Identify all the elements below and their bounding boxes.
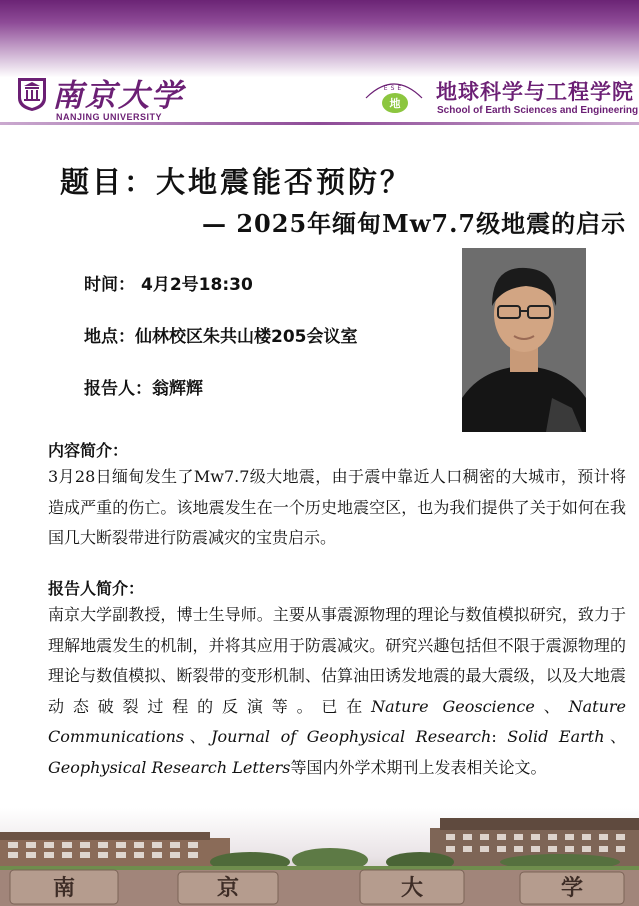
journal-nature-geoscience: Nature Geoscience	[371, 696, 535, 716]
stone-char-3: 大	[400, 875, 424, 901]
bio-separator: 、	[604, 727, 626, 746]
stone-char-4: 学	[560, 875, 584, 901]
bio-text-part2: 等国内外学术期刊上发表相关论文。	[290, 757, 547, 777]
stone-char-1: 南	[52, 875, 76, 901]
bio-heading: 报告人简介：	[48, 579, 145, 598]
place-label: 地点：	[84, 327, 135, 347]
journal-grl: Geophysical Research Letters	[48, 757, 291, 777]
journal-jgr: Journal of Geophysical Research	[211, 727, 492, 746]
time-value: 4月2号18:30	[141, 275, 253, 295]
nju-name: 南京大学	[52, 78, 184, 114]
abstract-text: 3月28日缅甸发生了Mw7.7级大地震，由于震中靠近人口稠密的大城市，预计将造成严重的伤亡。该地震发生在一个历史地震空区，也为我们提供了关于如何在我国几大断裂带进行防震减灾的宝贵启示。	[48, 467, 626, 547]
time-row	[84, 270, 253, 295]
header-divider	[0, 122, 639, 125]
abstract-heading: 内容简介：	[48, 441, 129, 460]
bio-separator: 、	[534, 696, 569, 716]
place-row	[84, 322, 358, 347]
ese-logo-icon	[362, 76, 426, 116]
speaker-label: 报告人：	[84, 379, 152, 399]
nju-english-name: NANJING UNIVERSITY	[56, 112, 163, 122]
ese-letters: ESE	[383, 85, 405, 92]
campus-photo	[0, 808, 639, 906]
speaker-photo	[462, 248, 586, 432]
stone-char-2: 京	[216, 875, 240, 901]
time-label: 时间：	[84, 275, 135, 295]
bio-text-part1: 南京大学副教授，博士生导师。主要从事震源物理的理论与数值模拟研究，致力于理解地震发生的机制，并将其应用于防震减灾。研究兴趣包括但不限于震源物理的理论与数值模拟、断裂带的变形机制、估算油田诱发地震的最大震级，以及大地震动态破裂过程的反演等。已在	[48, 605, 626, 716]
place-value: 仙林校区朱共山楼205会议室	[135, 327, 358, 347]
talk-subtitle: — 2025年缅甸Mw7.7级地震的启示	[202, 209, 627, 238]
journal-jgr-solid-earth: Solid Earth	[507, 727, 605, 746]
journal-nature-communications: Nature Communications	[48, 696, 626, 746]
school-name: 地球科学与工程学院	[436, 79, 634, 104]
talk-title: 题目：大地震能否预防？	[60, 165, 413, 199]
bio-text	[48, 600, 626, 783]
bio-separator: 、	[184, 727, 212, 746]
school-english-name: School of Earth Sciences and Engineering	[437, 105, 639, 116]
speaker-row	[84, 374, 203, 399]
speaker-value: 翁辉辉	[152, 379, 203, 399]
bio-colon: :	[491, 727, 508, 746]
ese-mark: 地	[389, 97, 401, 110]
nju-emblem-icon	[16, 76, 48, 112]
